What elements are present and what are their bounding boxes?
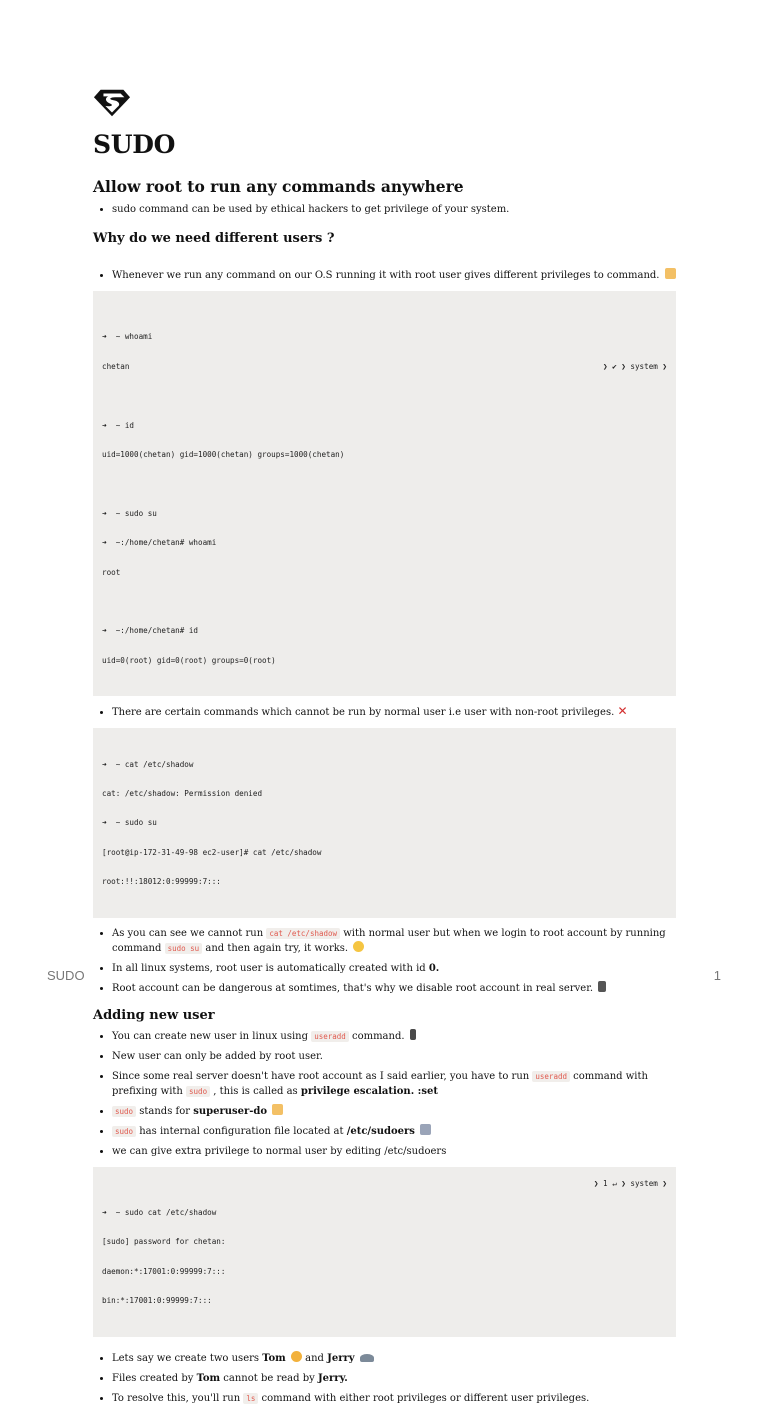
standing-person-icon: [410, 1029, 416, 1040]
list-item: • Root account can be dangerous at somtimes, that's why we disable root account in real server.: [112, 981, 676, 996]
list-item: • In all linux systems, root user is automatically created with id 0.: [112, 961, 676, 976]
terminal-status: ❯ 1 ↵ ❯ system ❯: [593, 1178, 667, 1188]
code-line: ➜ ~:/home/chetan# whoami: [102, 538, 217, 548]
list-item: • sudo has internal configuration file located at /etc/sudoers: [112, 1124, 676, 1139]
terminal-status: ❯ ✔ ❯ system ❯: [602, 362, 667, 371]
cross-mark-icon: ✕: [617, 704, 628, 719]
code-line: cat: /etc/shadow: Permission denied: [102, 789, 263, 799]
code-line: ➜ ~ sudo su: [102, 818, 157, 828]
code-block-whoami: [93, 291, 676, 696]
list-item: • Since some real server doesn't have root account as I said earlier, you have to run useradd command with prefixing with sudo , this is called as privilege escalation. :set: [112, 1069, 676, 1099]
list-item: • sudo stands for superuser-do: [112, 1104, 676, 1119]
inline-code: sudo: [112, 1126, 136, 1137]
code-line: [sudo] password for chetan:: [102, 1237, 226, 1247]
code-block-shadow: [93, 728, 676, 918]
list-item: • Lets say we create two users Tom and Jerry: [112, 1351, 676, 1366]
inline-code: sudo: [186, 1086, 210, 1097]
list-item: • New user can only be added by root user.: [112, 1049, 676, 1064]
list-item: • Whenever we run any command on our O.S running it with root user gives different privileges to command.: [112, 268, 676, 283]
list-item: • As you can see we cannot run cat /etc/shadow with normal user but when we login to root account by running command sudo su and then again try, it works.: [112, 926, 676, 956]
section2-list-b: [93, 704, 676, 720]
code-line: daemon:*:17001:0:99999:7:::: [102, 1266, 226, 1276]
list-item: • To resolve this, you'll run ls command with either root privileges or different user privileges.: [112, 1391, 676, 1406]
code-line: ➜ ~ sudo cat /etc/shadow: [102, 1208, 217, 1218]
server-icon: [598, 981, 606, 992]
page-number: 1: [713, 968, 721, 983]
code-line: ➜ ~ whoami: [102, 332, 153, 342]
superman-logo-icon: [93, 88, 131, 118]
section2-list-c: [93, 926, 676, 996]
code-line: ➜ ~ id: [102, 420, 135, 430]
code-line: ➜ ~ sudo su: [102, 508, 157, 518]
inline-code: useradd: [311, 1031, 349, 1042]
section3-list: [93, 1029, 676, 1159]
code-line: bin:*:17001:0:99999:7:::: [102, 1296, 212, 1306]
inline-code: useradd: [532, 1071, 570, 1082]
code-line: ➜ ~ cat /etc/shadow: [102, 759, 194, 769]
section-heading-allow-root: Allow root to run any commands anywhere: [93, 177, 464, 196]
code-line: [102, 597, 667, 607]
page-title: SUDO: [93, 130, 176, 159]
section2-list: [93, 268, 676, 283]
code-block-sudo-cat: [93, 1167, 676, 1337]
code-line: root:!!:18012:0:99999:7:::: [102, 877, 221, 887]
inline-code: sudo su: [165, 943, 203, 954]
list-item: • You can create new user in linux using useradd command.: [112, 1029, 676, 1044]
footer-title: SUDO: [47, 968, 85, 983]
code-line: uid=1000(chetan) gid=1000(chetan) groups=1000(chetan): [102, 449, 345, 459]
mouse-icon: [360, 1354, 374, 1362]
list-item: • There are certain commands which cannot be run by normal user i.e user with non-root privileges. ✕: [112, 704, 676, 720]
code-line: root: [102, 567, 121, 577]
person-emoji-icon: [665, 268, 676, 279]
list-item: • we can give extra privilege to normal user by editing /etc/sudoers: [112, 1144, 676, 1159]
list-item: • sudo command can be used by ethical hackers to get privilege of your system.: [112, 202, 676, 217]
code-line: [102, 479, 667, 489]
inline-code: sudo: [112, 1106, 136, 1117]
document-page: [93, 88, 676, 1411]
person-emoji-icon: [272, 1104, 283, 1115]
section-heading-adding-user: Adding new user: [93, 1007, 215, 1023]
list-item: • Files created by Tom cannot be read by Jerry.: [112, 1371, 676, 1386]
code-line: chetan: [102, 361, 130, 371]
code-line: uid=0(root) gid=0(root) groups=0(root): [102, 655, 276, 665]
inline-code: ls: [243, 1393, 258, 1404]
code-line: [root@ip-172-31-49-98 ec2-user]# cat /etc/shadow: [102, 847, 322, 857]
code-line: ➜ ~:/home/chetan# id: [102, 626, 199, 636]
section-heading-why-users: Why do we need different users ?: [93, 231, 335, 246]
section3-list-b: [93, 1351, 676, 1406]
section1-list: [93, 202, 676, 217]
grinning-face-icon: [353, 941, 364, 952]
cat-face-icon: [291, 1351, 302, 1362]
file-folder-icon: [420, 1124, 431, 1135]
code-line: [102, 391, 667, 401]
inline-code: cat /etc/shadow: [266, 928, 340, 939]
